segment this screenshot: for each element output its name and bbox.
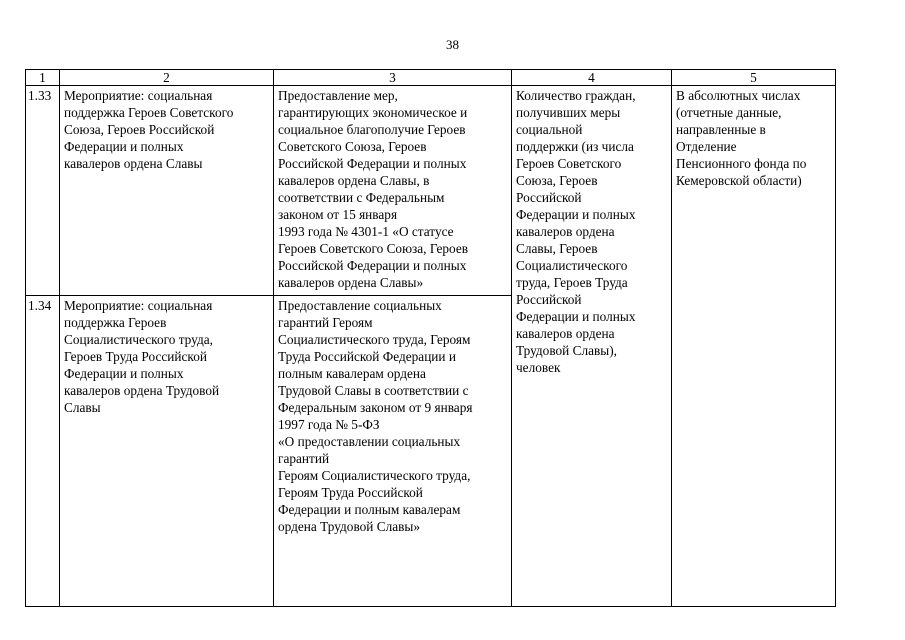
column-header-3: 3 [274, 70, 512, 86]
column-header-2: 2 [60, 70, 274, 86]
column-header-4: 4 [512, 70, 672, 86]
description-cell: Предоставление социальных гарантий Героям Социалистического труда, Героям Труда Российской Федерации и полным кавалерам ордена Трудовой Славы в соответствии с Федеральным законом от 9 января 1997 года № 5-ФЗ «О предоставлении социальных гарантий Героям Социалистического труда, Героям Труда Российской Федерации и полным кавалерам ордена Трудовой Славы» [274, 296, 512, 607]
row-number: 1.34 [26, 296, 60, 607]
activity-cell: Мероприятие: социальная поддержка Героев Советского Союза, Героев Российской Федерации и полных кавалеров ордена Славы [60, 86, 274, 296]
table-header-row [26, 70, 836, 86]
description-cell: Предоставление мер, гарантирующих экономическое и социальное благополучие Героев Советского Союза, Героев Российской Федерации и полных кавалеров ордена Славы, в соответствии с Федеральным законом от 15 января 1993 года № 4301-1 «О статусе Героев Советского Союза, Героев Российской Федерации и полных кавалеров ордена Славы» [274, 86, 512, 296]
indicator-cell: Количество граждан, получивших меры социальной поддержки (из числа Героев Советского Союза, Героев Российской Федерации и полных кавалеров ордена Славы, Героев Социалистического труда, Героев Труда Российской Федерации и полных кавалеров ордена Трудовой Славы), человек [512, 86, 672, 607]
activity-cell: Мероприятие: социальная поддержка Героев Социалистического труда, Героев Труда Российской Федерации и полных кавалеров ордена Трудовой Славы [60, 296, 274, 607]
indicators-table [25, 69, 836, 607]
page-number: 38 [446, 37, 459, 52]
table-row [26, 86, 836, 296]
column-header-5: 5 [672, 70, 836, 86]
column-header-1: 1 [26, 70, 60, 86]
row-number: 1.33 [26, 86, 60, 296]
unit-cell: В абсолютных числах (отчетные данные, направленные в Отделение Пенсионного фонда по Кемеровской области) [672, 86, 836, 607]
